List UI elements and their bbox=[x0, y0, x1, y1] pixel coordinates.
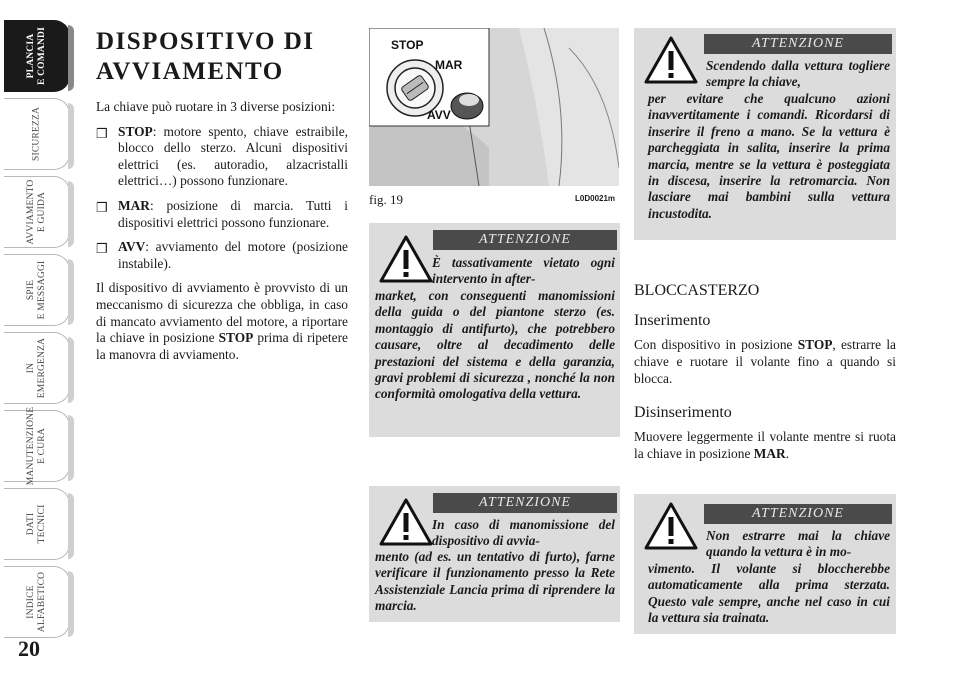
warning-header: ATTENZIONE bbox=[704, 34, 892, 54]
checkbox-bullet-icon: ❒ bbox=[96, 241, 108, 257]
tab-dati-tecnici[interactable]: DATI TECNICI bbox=[4, 488, 70, 560]
subsection-heading: Inserimento bbox=[634, 312, 711, 329]
tab-avviamento-e-guida[interactable]: AVVIAMENTO E GUIDA bbox=[4, 176, 70, 248]
tab-in-emergenza[interactable]: IN EMERGENZA bbox=[4, 332, 70, 404]
warning-triangle-icon bbox=[644, 502, 698, 550]
warning-text: In caso di manomissione del dispositivo di avvia- bbox=[432, 517, 615, 549]
warning-box-moving-vehicle bbox=[634, 494, 896, 634]
insertion-paragraph: Con dispositivo in posizione STOP, estrarre la chiave e ruotare il volante fino a quando si blocca. bbox=[634, 337, 896, 386]
list-item: ❒ MAR: posizione di marcia. Tutti i dispositivi elettrici possono funzionare. bbox=[96, 197, 348, 230]
warning-text: È tassativamente vietato ogni intervento in after- bbox=[432, 255, 615, 287]
intro-text: La chiave può ruotare in 3 diverse posizioni: bbox=[96, 99, 336, 114]
warning-header: ATTENZIONE bbox=[433, 493, 617, 513]
checkbox-bullet-icon: ❒ bbox=[96, 125, 108, 141]
section-heading: BLOCCASTERZO bbox=[634, 282, 760, 299]
tab-plancia-e-comandi[interactable]: PLANCIA E COMANDI bbox=[4, 20, 70, 92]
page-title: DISPOSITIVO DI AVVIAMENTO bbox=[96, 28, 315, 85]
checkbox-bullet-icon: ❒ bbox=[96, 199, 108, 215]
warning-text: mento (ad es. un tentativo di furto), farne verificare il funzionamento presso la Rete Assistenziale Lancia prima di riprendere la marcia. bbox=[375, 549, 615, 614]
warning-header: ATTENZIONE bbox=[704, 504, 892, 524]
warning-header: ATTENZIONE bbox=[433, 230, 617, 250]
warning-triangle-icon bbox=[379, 235, 433, 283]
tab-manutenzione-e-cura[interactable]: MANUTENZIONE E CURA bbox=[4, 410, 70, 482]
warning-box-aftermarket bbox=[369, 223, 620, 437]
list-item: ❒ STOP: motore spento, chiave estraibile, blocco dello sterzo. Alcuni dispositivi elettrici (es. autoradio, alzacristalli elettrici…) possono funzionare. bbox=[96, 123, 348, 189]
removal-paragraph: Muovere leggermente il volante mentre si ruota la chiave in posizione MAR. bbox=[634, 429, 896, 461]
tab-spie-e-messaggi[interactable]: SPIE E MESSAGGI bbox=[4, 254, 70, 326]
warning-text: vimento. Il volante si bloccherebbe automaticamente alla prima sterzata. Questo vale sempre, anche nel caso in cui la vettura sia trainata. bbox=[648, 561, 890, 626]
warning-text: per evitare che qualcuno azioni inavvertitamente i comandi. Ricordarsi di inserire il freno a mano. Se la vettura è parcheggiata in salita, inserire la prima marcia, mentre se la vettura è posteggiata in discesa, inserire la retromarcia. Non lasciare mai bambini sulla vettura incustodita. bbox=[648, 91, 890, 221]
warning-triangle-icon bbox=[644, 36, 698, 84]
figure-caption: fig. 19 bbox=[369, 192, 403, 207]
warning-text: market, con conseguenti manomissioni della guida o del piantone sterzo (es. montaggio di antifurto), che potrebbero causare, oltre al decadimento delle prestazioni del sistema e della garanzia, gravi problemi di sicurezza , nonché la non conformità omologativa della vettura. bbox=[375, 288, 615, 402]
ignition-illustration bbox=[369, 28, 619, 186]
mar-label: MAR bbox=[435, 58, 463, 72]
figure-code: L0D0021m bbox=[575, 194, 616, 203]
warning-text: Non estrarre mai la chiave quando la vettura è in mo- bbox=[706, 528, 890, 560]
warning-box-key-removal bbox=[634, 28, 896, 240]
warning-triangle-icon bbox=[379, 498, 433, 546]
intro-column bbox=[96, 99, 348, 371]
page-number: 20 bbox=[18, 636, 40, 661]
warning-text: Scendendo dalla vettura togliere sempre la chiave, bbox=[706, 58, 890, 90]
closing-paragraph: Il dispositivo di avviamento è provvisto di un meccanismo di sicurezza che obbliga, in caso di mancato avviamento del motore, a riportare la chiave in posizione STOP prima di ripetere la manovra di avviamento. bbox=[96, 280, 348, 362]
warning-box-tampering bbox=[369, 486, 620, 622]
stop-label: STOP bbox=[391, 38, 424, 52]
tab-sicurezza[interactable]: SICUREZZA bbox=[4, 98, 70, 170]
ignition-figure bbox=[369, 28, 619, 186]
list-item: ❒ AVV: avviamento del motore (posizione instabile). bbox=[96, 239, 348, 271]
tab-indice-alfabetico[interactable]: INDICE ALFABETICO bbox=[4, 566, 70, 638]
avv-label: AVV bbox=[427, 108, 451, 122]
subsection-heading: Disinserimento bbox=[634, 404, 732, 421]
